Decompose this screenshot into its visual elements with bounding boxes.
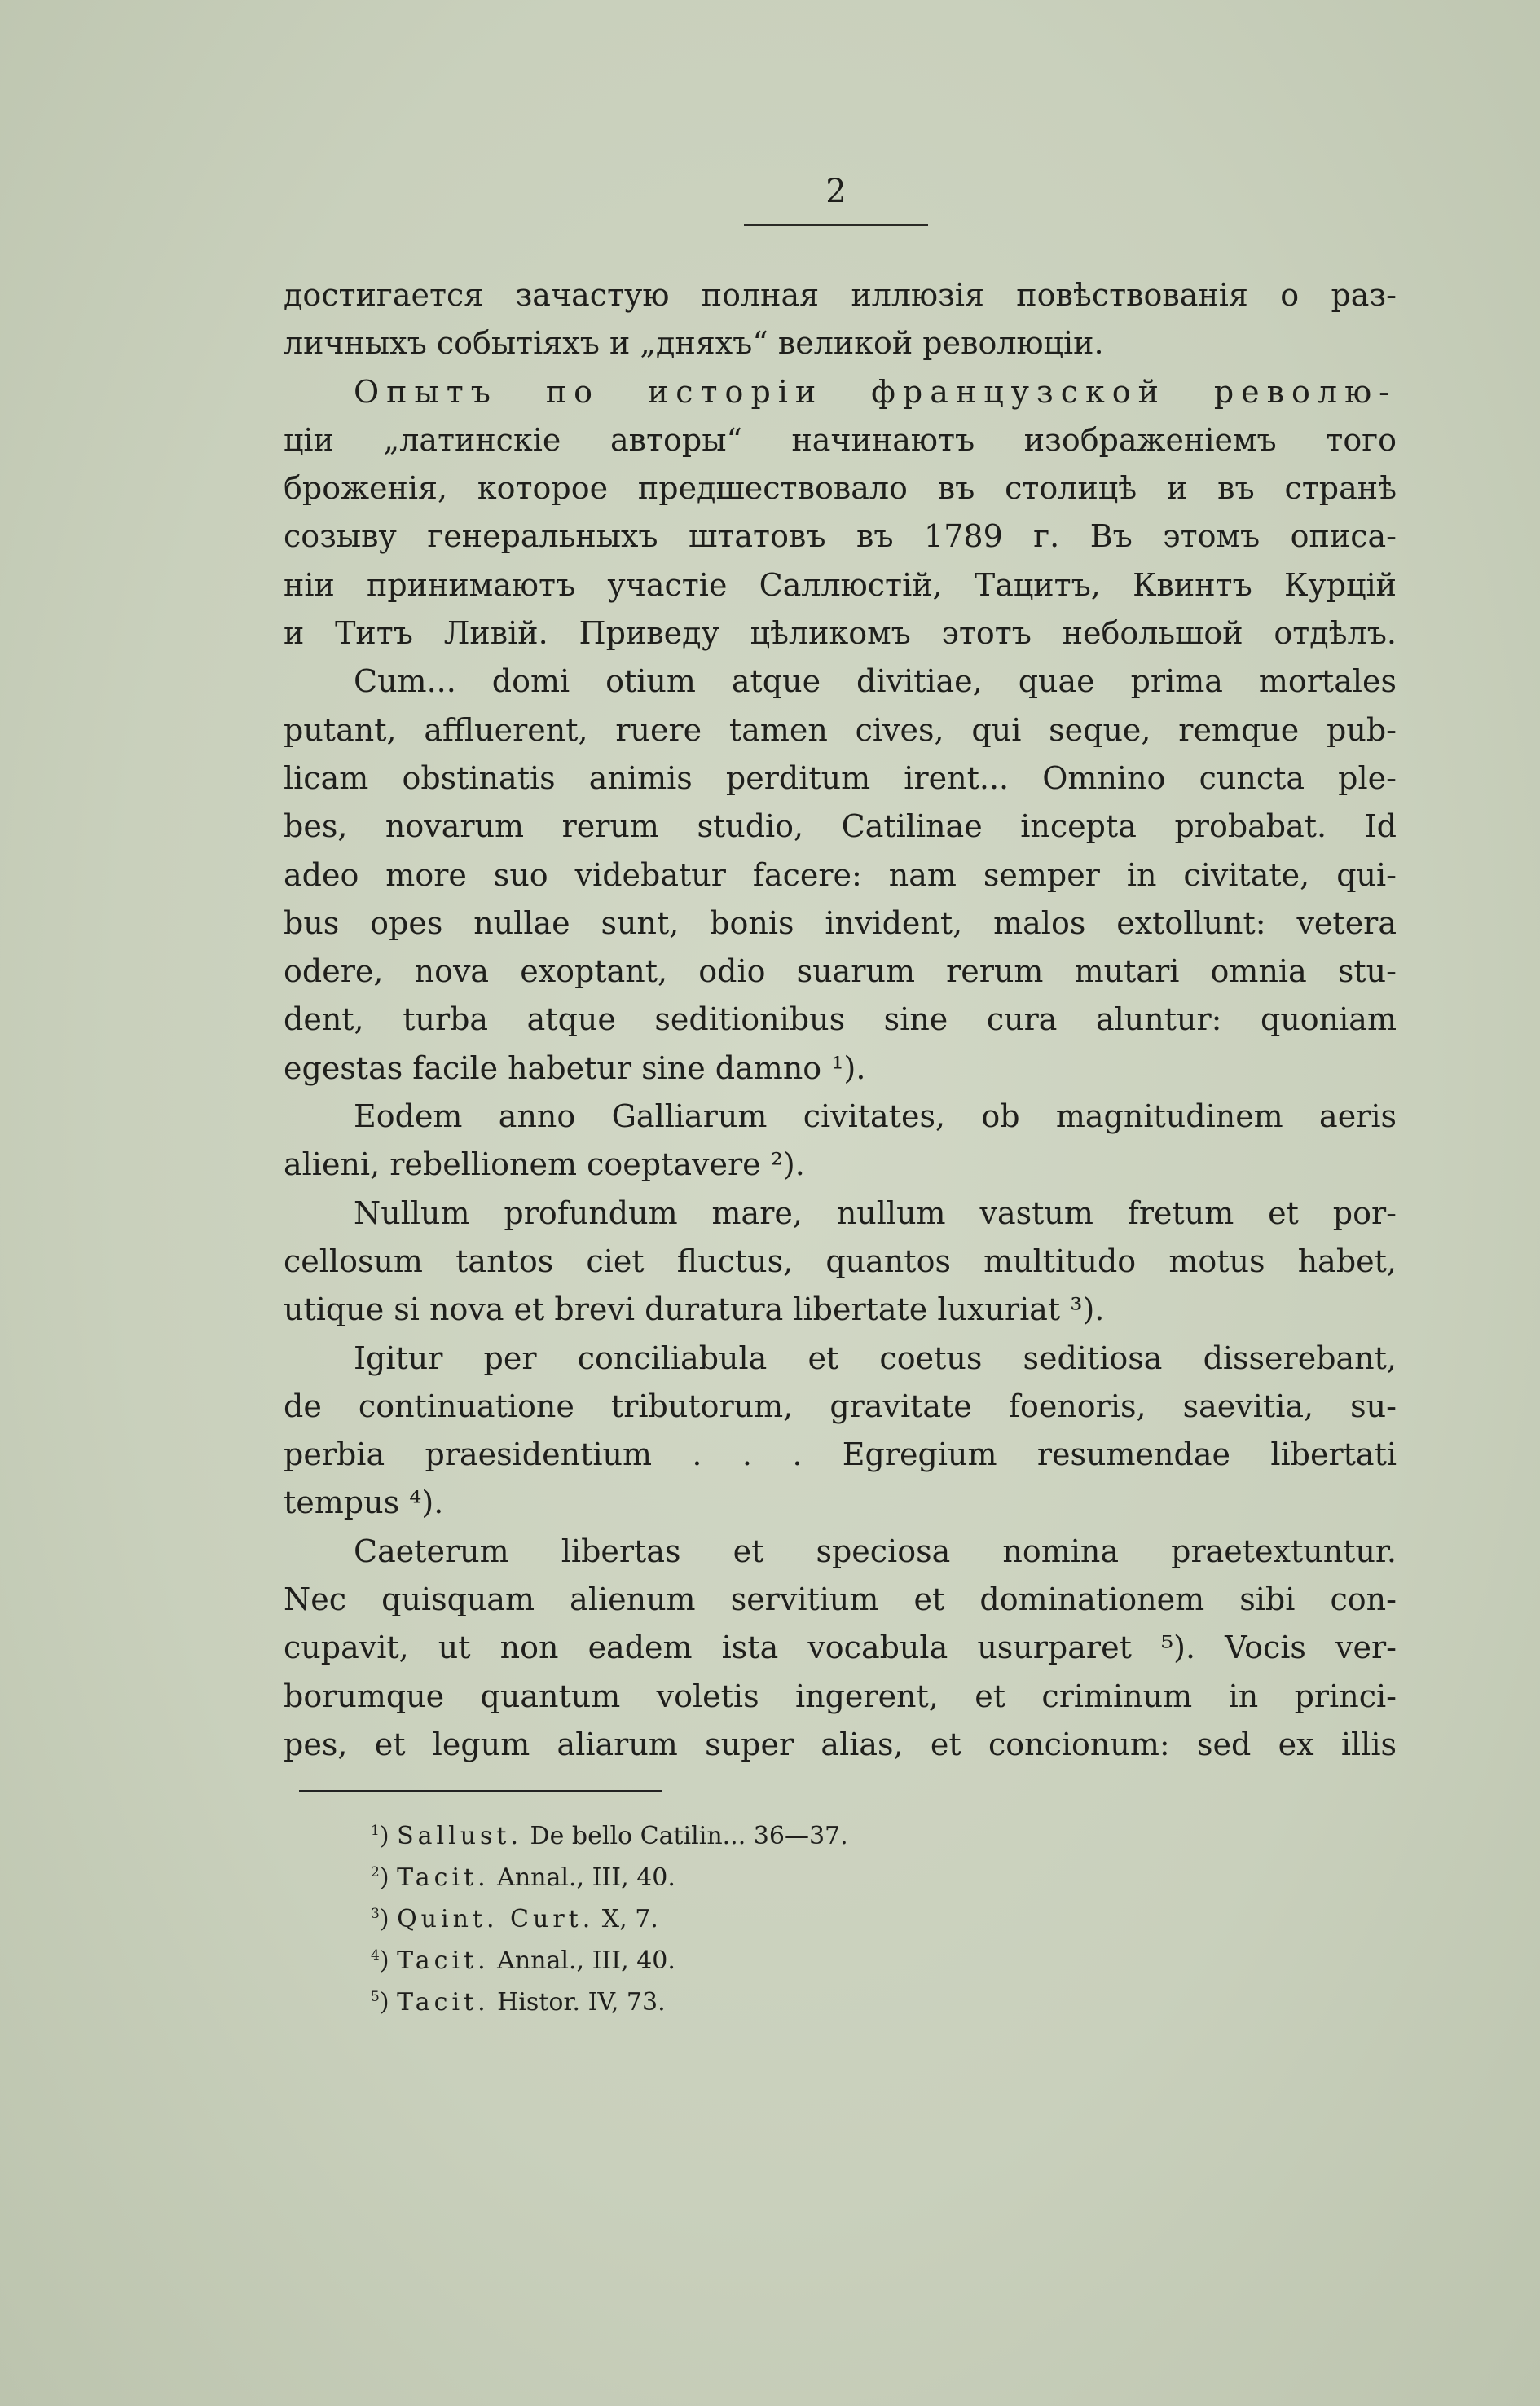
page-number-rule xyxy=(744,224,928,226)
footnote-reference: Histor. IV, 73. xyxy=(489,1988,666,2017)
text-line: созыву генеральныхъ штатовъ въ 1789 г. Въ этомъ описа- xyxy=(284,518,1397,555)
text-line: Nullum profundum mare, nullum vastum fretum et por- xyxy=(354,1194,1397,1231)
text-line: alieni, rebellionem coeptavere ²). xyxy=(284,1146,805,1183)
text-line: perbia praesidentium . . . Egregium resumendae libertati xyxy=(284,1436,1397,1473)
text-line: ціи „латинскіе авторы“ начинаютъ изображеніемъ того xyxy=(284,421,1397,458)
footnote-marker: 1 xyxy=(371,1823,380,1839)
footnote xyxy=(371,1935,848,1977)
text-line: cupavit, ut non eadem ista vocabula usurparet ⁵). Vocis ver- xyxy=(284,1630,1397,1666)
footnote-author: Tacit. xyxy=(397,1946,490,1975)
text-line: и Титъ Ливій. Приведу цѣликомъ этотъ небольшой отдѣлъ. xyxy=(284,615,1397,652)
footnote-reference: Annal., III, 40. xyxy=(489,1946,675,1975)
text-line: bus opes nullae sunt, bonis invident, malos extollunt: vetera xyxy=(284,904,1397,941)
text-line: adeo more suo videbatur facere: nam semper in civitate, qui- xyxy=(284,856,1397,893)
text-line: borumque quantum voletis ingerent, et criminum in princi- xyxy=(284,1678,1397,1714)
text-line: tempus ⁴). xyxy=(284,1485,444,1521)
text-line: броженія, которое предшествовало въ столицѣ и въ странѣ xyxy=(284,470,1397,507)
text-line: egestas facile habetur sine damno ¹). xyxy=(284,1049,866,1086)
text-line: dent, turba atque seditionibus sine cura aluntur: quoniam xyxy=(284,1001,1397,1038)
text-line: putant, affluerent, ruere tamen cives, qui seque, remque pub- xyxy=(284,711,1397,748)
text-line: личныхъ событіяхъ и „дняхъ“ великой революціи. xyxy=(284,325,1104,362)
footnote-marker: 2 xyxy=(371,1864,380,1880)
text-line: utique si nova et brevi duratura libertate luxuriat ³). xyxy=(284,1291,1105,1328)
footnote-author: Tacit. xyxy=(397,1863,490,1892)
text-line: Caeterum libertas et speciosa nomina praetextuntur. xyxy=(354,1533,1397,1569)
text-line: odere, nova exoptant, odio suarum rerum mutari omnia stu- xyxy=(284,953,1397,990)
footnote-separator xyxy=(299,1790,662,1792)
footnote-paren: ) xyxy=(379,1988,398,2017)
footnote-paren: ) xyxy=(379,1905,398,1933)
body-text xyxy=(284,271,1397,1769)
footnote-reference: X, 7. xyxy=(594,1905,658,1933)
text-line: de continuatione tributorum, gravitate foenoris, saevitia, su- xyxy=(284,1388,1397,1424)
footnote xyxy=(371,1977,848,2018)
text-line: Eodem anno Galliarum civitates, ob magnitudinem aeris xyxy=(354,1098,1397,1135)
footnotes xyxy=(371,1810,848,2018)
footnote-paren: ) xyxy=(379,1822,398,1850)
footnote-author: Quint. Curt. xyxy=(397,1905,595,1933)
footnote-paren: ) xyxy=(379,1863,398,1892)
text-line: bes, novarum rerum studio, Catilinae incepta probabat. Id xyxy=(284,808,1397,845)
text-line: ніи принимаютъ участіе Саллюстій, Тацитъ, Квинтъ Курцій xyxy=(284,566,1397,603)
text-line: достигается зачастую полная иллюзія повѣствованія о раз- xyxy=(284,277,1397,313)
footnote xyxy=(371,1852,848,1894)
footnote-marker: 5 xyxy=(371,1989,380,2005)
text-line: pes, et legum aliarum super alias, et concionum: sed ex illis xyxy=(284,1726,1397,1762)
footnote-reference: De bello Catilin... 36—37. xyxy=(522,1822,848,1850)
footnote xyxy=(371,1810,848,1852)
text-line: cellosum tantos ciet fluctus, quantos multitudo motus habet, xyxy=(284,1243,1397,1279)
footnote-marker: 4 xyxy=(371,1947,380,1964)
footnote-author: Sallust. xyxy=(397,1822,523,1850)
footnote xyxy=(371,1894,848,1935)
footnote-reference: Annal., III, 40. xyxy=(489,1863,675,1892)
footnote-marker: 3 xyxy=(371,1906,380,1922)
text-line: Опытъ по исторіи французской револю- xyxy=(354,373,1397,410)
page-number: 2 xyxy=(825,173,847,210)
footnote-author: Tacit. xyxy=(397,1988,490,2017)
text-line: Cum... domi otium atque divitiae, quae prima mortales xyxy=(354,663,1397,700)
text-line: licam obstinatis animis perditum irent... Omnino cuncta ple- xyxy=(284,759,1397,796)
text-line: Nec quisquam alienum servitium et dominationem sibi con- xyxy=(284,1581,1397,1618)
footnote-paren: ) xyxy=(379,1946,398,1975)
text-line: Igitur per conciliabula et coetus seditiosa disserebant, xyxy=(354,1339,1397,1376)
